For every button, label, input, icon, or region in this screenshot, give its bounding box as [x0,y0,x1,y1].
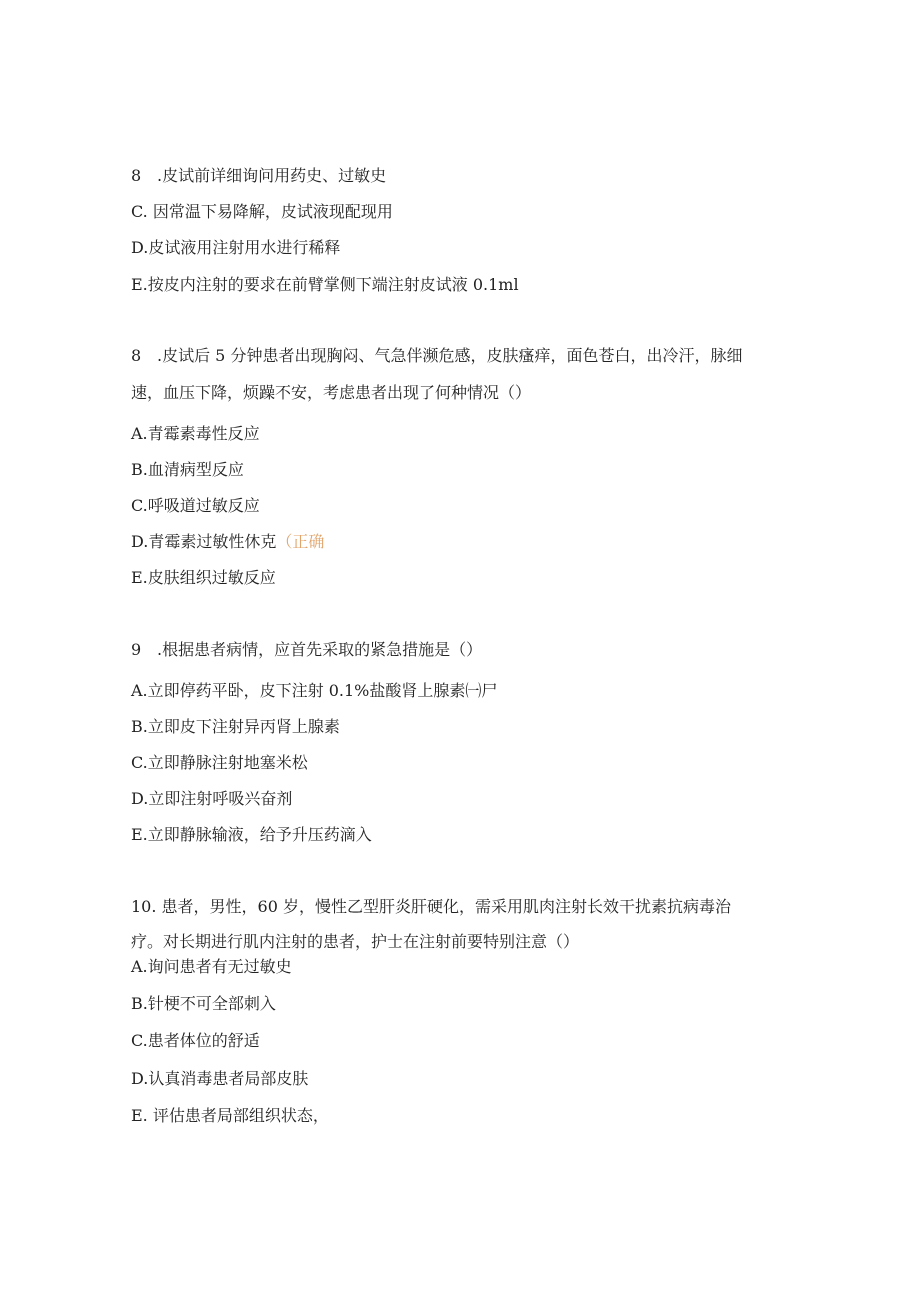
question-number: 9 [131,640,142,659]
option-b: B.立即皮下注射异丙肾上腺素 [131,717,340,736]
question-stem [131,166,386,186]
question-number: 8 [131,346,142,365]
option-d: D.认真消毒患者局部皮肤 [131,1069,309,1088]
option-a: A.询问患者有无过敏史 [131,957,292,976]
answer-note: （正确 [276,532,325,551]
question-text: .皮试前详细询问用药史、过敏史 [157,166,387,185]
option-d: D.立即注射呼吸兴奋剂 [131,789,293,808]
option-d: D.皮试液用注射用水进行稀释 [131,238,341,257]
question-text: .根据患者病情，应首先采取的紧急措施是（） [157,640,483,659]
option-c: C.呼吸道过敏反应 [131,496,260,515]
question-stem [131,640,482,660]
option-text: D.青霉素过敏性休克 [131,532,277,551]
option-e: E.皮肤组织过敏反应 [131,568,276,587]
question-text: .皮试后 5 分钟患者出现胸闷、气急伴濒危感，皮肤瘙痒，面色苍白，出冷汗，脉细 [157,346,743,365]
option-a: A.立即停药平卧，皮下注射 0.1%盐酸肾上腺素㈠尸 [131,681,498,700]
option-c: C.立即静脉注射地塞米松 [131,753,308,772]
question-stem [131,346,742,366]
question-number: 8 [131,166,142,185]
question-text-cont: 速，血压下降，烦躁不安，考虑患者出现了何种情况（） [131,383,532,402]
option-d [131,532,324,552]
option-c: C. 因常温下易降解，皮试液现配现用 [131,202,393,221]
option-b: B.血清病型反应 [131,460,244,479]
option-a: A.青霉素毒性反应 [131,424,260,443]
option-e: E.按皮内注射的要求在前臂掌侧下端注射皮试液 0.1ml [131,275,519,294]
option-c: C.患者体位的舒适 [131,1031,260,1050]
option-b: B.针梗不可全部刺入 [131,994,276,1013]
option-e: E. 评估患者局部组织状态， [131,1106,329,1125]
question-stem: 10. 患者，男性，60 岁，慢性乙型肝炎肝硬化，需采用肌肉注射长效干扰素抗病毒治 [131,897,731,916]
option-e: E.立即静脉输液，给予升压药滴入 [131,825,372,844]
question-text-cont: 疗。对长期进行肌内注射的患者，护士在注射前要特别注意（） [131,932,580,951]
